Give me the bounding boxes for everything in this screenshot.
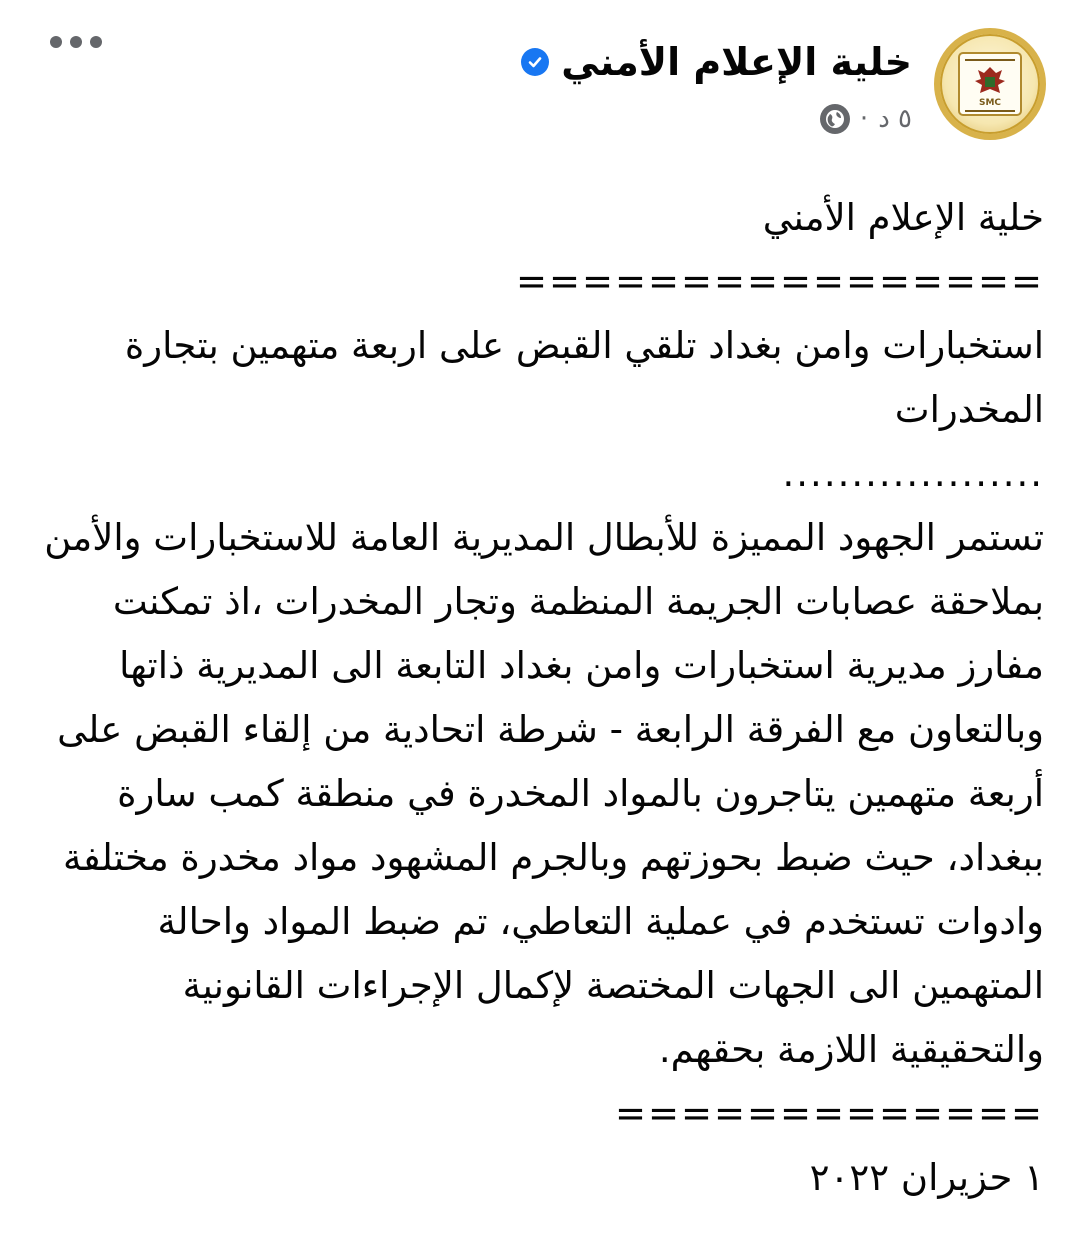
verified-badge-icon [521, 48, 549, 76]
meta-dot-separator: · [859, 104, 869, 134]
name-row [521, 38, 912, 86]
separator-line-bottom: ============= [614, 1092, 1044, 1135]
globe-icon[interactable] [820, 104, 850, 134]
more-options-icon[interactable] [50, 36, 102, 48]
separator-line-top: ================ [515, 260, 1044, 303]
post-date-text: ١ حزيران ٢٠٢٢ [809, 1156, 1044, 1199]
dots-separator: ................... [782, 452, 1044, 495]
security-media-cell-logo-icon [951, 45, 1029, 123]
post-body-text: تستمر الجهود المميزة للأبطال المديرية العامة للاستخبارات والأمن بملاحقة عصابات الجريمة المنظمة وتجار المخدرات ،اذ تمكنت مفارز مديرية استخبارات وامن بغداد التابعة الى المديرية ذاتها وبالتعاون مع الفرقة الرابعة - شرطة اتحادية من إلقاء القبض على أربعة متهمين يتاجرون بالمواد المخدرة في منطقة كمب سارة ببغداد، حيث ضبط بحوزتهم وبالجرم المشهود مواد مخدرة مختلفة وادوات تستخدم في عملية التعاطي، تم ضبط المواد واحالة المتهمين الى الجهات المختصة لإكمال الإجراءات القانونية والتحقيقية اللازمة بحقهم. [44, 516, 1044, 1071]
post-source-line: خلية الإعلام الأمني [762, 196, 1044, 239]
post-body [40, 186, 1044, 1210]
page-avatar[interactable] [934, 28, 1046, 140]
post-header [50, 28, 1046, 148]
post-meta-row [820, 104, 912, 134]
svg-text:SMC: SMC [978, 98, 1002, 108]
post-time-link[interactable]: ٥ د [878, 104, 912, 134]
header-meta [521, 38, 912, 134]
post-headline: استخبارات وامن بغداد تلقي القبض على اربعة متهمين بتجارة المخدرات [124, 324, 1044, 431]
page-name-link[interactable]: خلية الإعلام الأمني [561, 40, 912, 84]
